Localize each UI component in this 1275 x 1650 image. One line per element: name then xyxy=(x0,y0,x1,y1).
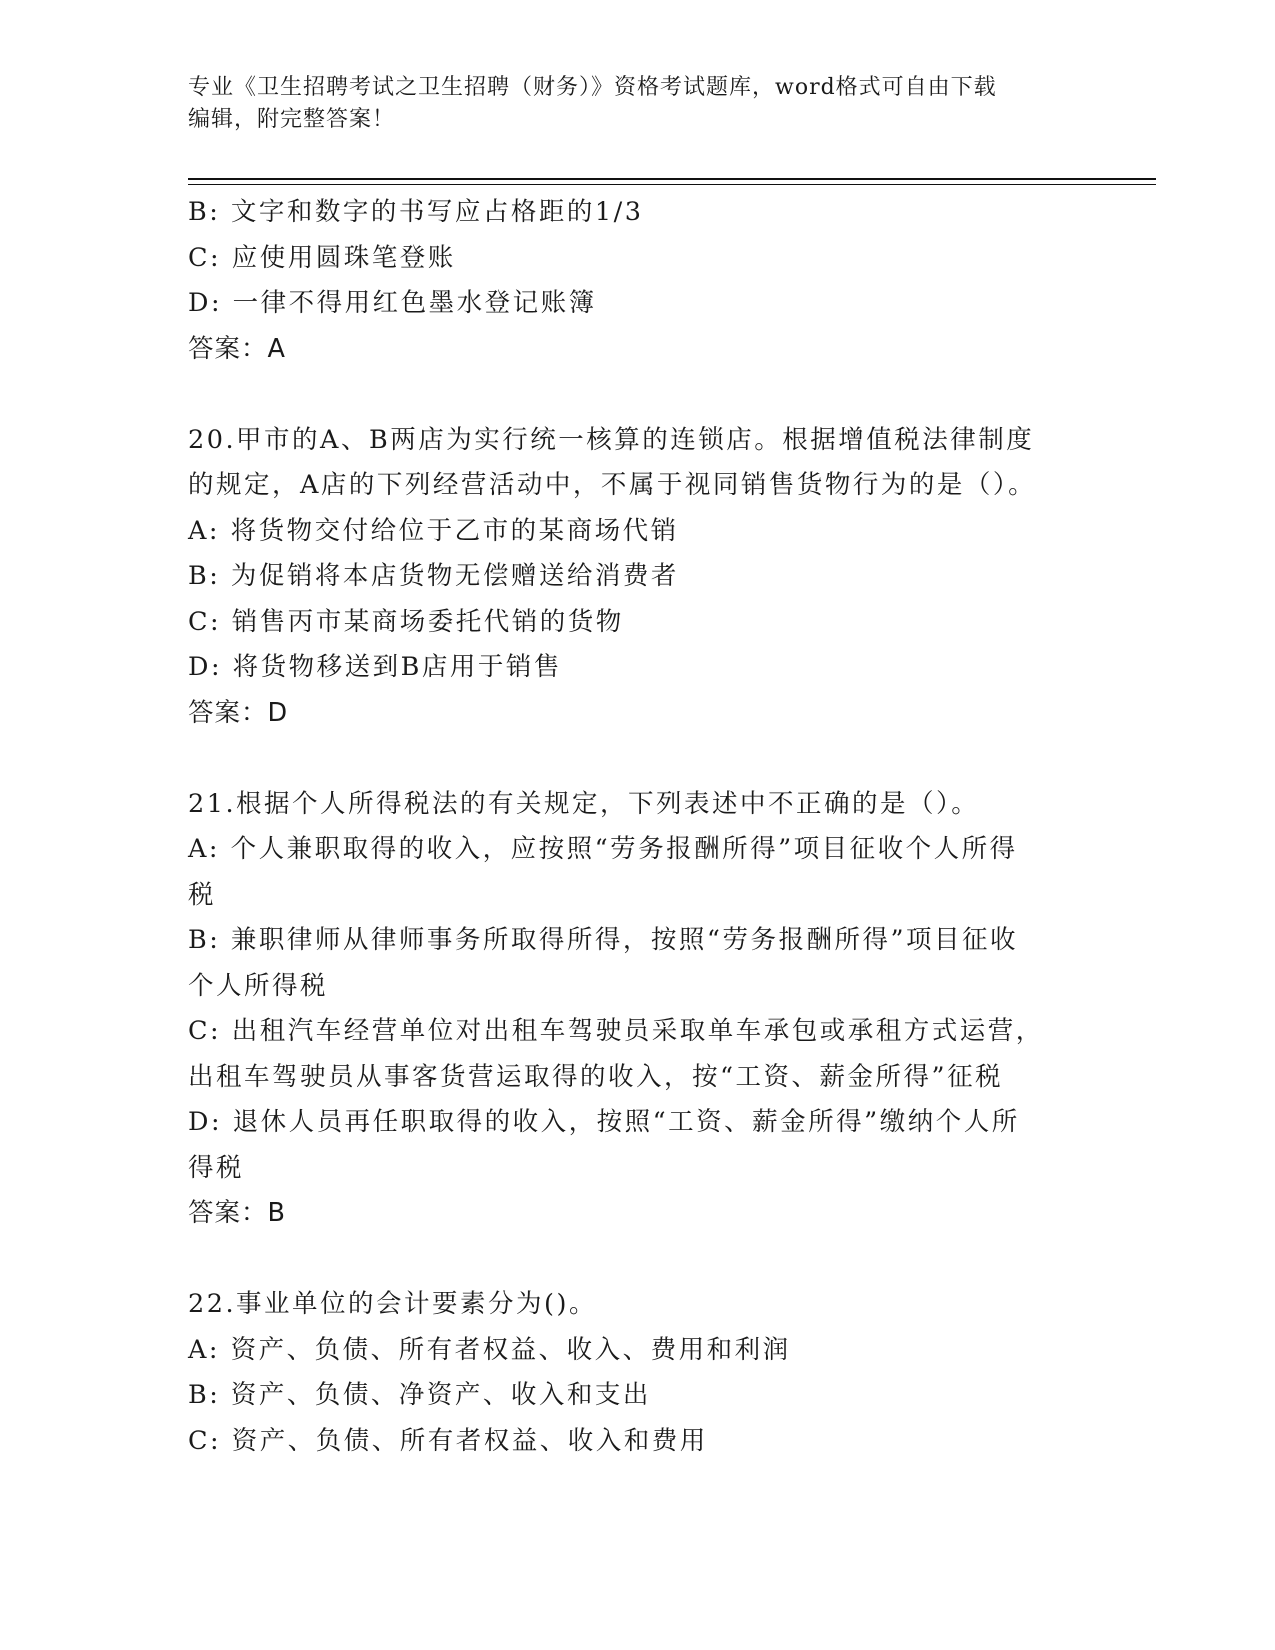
question-20-block xyxy=(188,418,1088,737)
option-b: B: 文字和数字的书写应占格距的1/3 xyxy=(188,197,644,227)
option-c-continued: 出租车驾驶员从事客货营运取得的收入，按“工资、薪金所得”征税 xyxy=(188,1061,1004,1092)
header-line-2: 编辑，附完整答案！ xyxy=(188,107,396,132)
question-19-block xyxy=(188,190,1088,372)
option-a: A: 资产、负债、所有者权益、收入、费用和利润 xyxy=(188,1334,791,1365)
question-stem: 20.甲市的A、B两店为实行统一核算的连锁店。根据增值税法律制度 xyxy=(188,424,1035,455)
option-c: C: 应使用圆珠笔登账 xyxy=(188,242,456,273)
option-d: D: 退休人员再任职取得的收入，按照“工资、薪金所得”缴纳个人所 xyxy=(188,1107,1020,1137)
option-d: D: 将货物移送到B店用于销售 xyxy=(188,652,562,682)
option-b: B: 资产、负债、净资产、收入和支出 xyxy=(188,1380,651,1410)
document-body xyxy=(188,190,1088,1464)
answer-line: 答案：B xyxy=(188,1198,286,1228)
question-22-block xyxy=(188,1282,1088,1464)
option-b: B: 兼职律师从律师事务所取得所得，按照“劳务报酬所得”项目征收 xyxy=(188,925,1019,955)
option-c: C: 出租汽车经营单位对出租车驾驶员采取单车承包或承租方式运营， xyxy=(188,1016,1044,1046)
question-stem: 21.根据个人所得税法的有关规定，下列表述中不正确的是（）。 xyxy=(188,788,980,819)
question-21-block xyxy=(188,782,1088,1237)
answer-line: 答案：A xyxy=(188,333,286,364)
option-d: D: 一律不得用红色墨水登记账簿 xyxy=(188,288,597,318)
header-line-1: 专业《卫生招聘考试之卫生招聘（财务）》资格考试题库，word格式可自由下载 xyxy=(188,75,997,100)
option-b-continued: 个人所得税 xyxy=(188,970,329,1001)
spacer xyxy=(188,1237,1088,1283)
option-c: C: 销售丙市某商场委托代销的货物 xyxy=(188,606,624,637)
option-c: C: 资产、负债、所有者权益、收入和费用 xyxy=(188,1425,708,1456)
option-a-continued: 税 xyxy=(188,879,217,910)
header-divider-thin xyxy=(188,184,1156,185)
question-stem-continued: 的规定，A店的下列经营活动中，不属于视同销售货物行为的是（）。 xyxy=(188,470,1037,500)
document-header xyxy=(188,72,1088,136)
header-divider-thick xyxy=(188,178,1156,180)
spacer xyxy=(188,372,1088,418)
answer-line: 答案：D xyxy=(188,697,289,728)
spacer xyxy=(188,736,1088,782)
option-b: B: 为促销将本店货物无偿赠送给消费者 xyxy=(188,561,679,591)
option-a: A: 个人兼职取得的收入，应按照“劳务报酬所得”项目征收个人所得 xyxy=(188,834,1018,864)
option-a: A: 将货物交付给位于乙市的某商场代销 xyxy=(188,515,679,546)
question-stem: 22.事业单位的会计要素分为()。 xyxy=(188,1289,597,1319)
option-d-continued: 得税 xyxy=(188,1152,245,1183)
